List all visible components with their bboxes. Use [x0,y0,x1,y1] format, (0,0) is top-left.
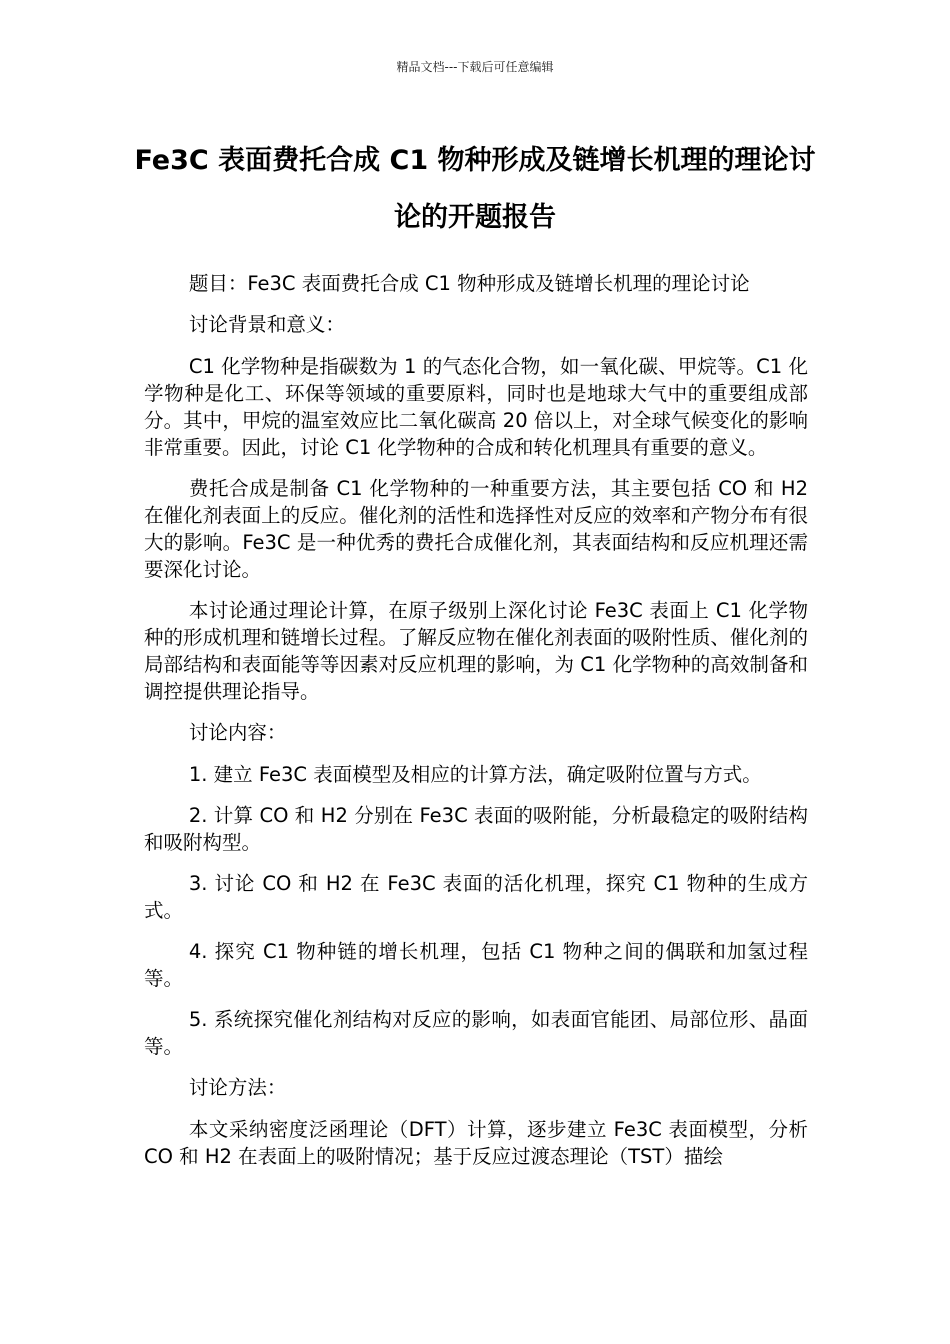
topic-line: 题目：Fe3C 表面费托合成 C1 物种形成及链增长机理的理论讨论 [188,272,750,295]
content-item-1: 1. 建立 Fe3C 表面模型及相应的计算方法，确定吸附位置与方式。 [188,763,762,786]
content-item-4: 4. 探究 C1 物种链的增长机理，包括 C1 物种之间的偶联和加氢过程等。 [144,940,808,990]
method-heading: 讨论方法： [188,1076,287,1099]
page-header: 精品文档---下载后可任意编辑 [396,60,554,74]
content-heading: 讨论内容： [188,721,287,744]
background-paragraph-3: 本讨论通过理论计算，在原子级别上深化讨论 Fe3C 表面上 C1 化学物种的形成机理和链增长过程。了解反应物在催化剂表面的吸附性质、催化剂的局部结构和表面能等等因素对反应机理的影响，为 C1 化学物种的高效制备和调控提供理论指导。 [144,599,808,703]
document-title: Fe3C 表面费托合成 C1 物种形成及链增长机理的理论讨论的开题报告 [134,145,816,233]
content-item-3: 3. 讨论 CO 和 H2 在 Fe3C 表面的活化机理，探究 C1 物种的生成方式。 [144,872,808,922]
background-heading: 讨论背景和意义： [188,313,345,336]
content-item-5: 5. 系统探究催化剂结构对反应的影响，如表面官能团、局部位形、晶面等。 [144,1008,808,1058]
background-paragraph-1: C1 化学物种是指碳数为 1 的气态化合物，如一氧化碳、甲烷等。C1 化学物种是化工、环保等领域的重要原料，同时也是地球大气中的重要组成部分。其中，甲烷的温室效应比二氧化碳高 20 倍以上，对全球气候变化的影响非常重要。因此，讨论 C1 化学物种的合成和转化机理具有重要的意义。 [144,355,808,459]
method-paragraph: 本文采纳密度泛函理论（DFT）计算，逐步建立 Fe3C 表面模型，分析 CO 和 H2 在表面上的吸附情况；基于反应过渡态理论（TST）描绘 [144,1118,808,1168]
document-body [144,270,808,1184]
content-item-2: 2. 计算 CO 和 H2 分别在 Fe3C 表面的吸附能，分析最稳定的吸附结构和吸附构型。 [144,804,808,854]
background-paragraph-2: 费托合成是制备 C1 化学物种的一种重要方法，其主要包括 CO 和 H2 在催化剂表面上的反应。催化剂的活性和选择性对反应的效率和产物分布有很大的影响。Fe3C 是一种优秀的费托合成催化剂，其表面结构和反应机理还需要深化讨论。 [144,477,808,581]
